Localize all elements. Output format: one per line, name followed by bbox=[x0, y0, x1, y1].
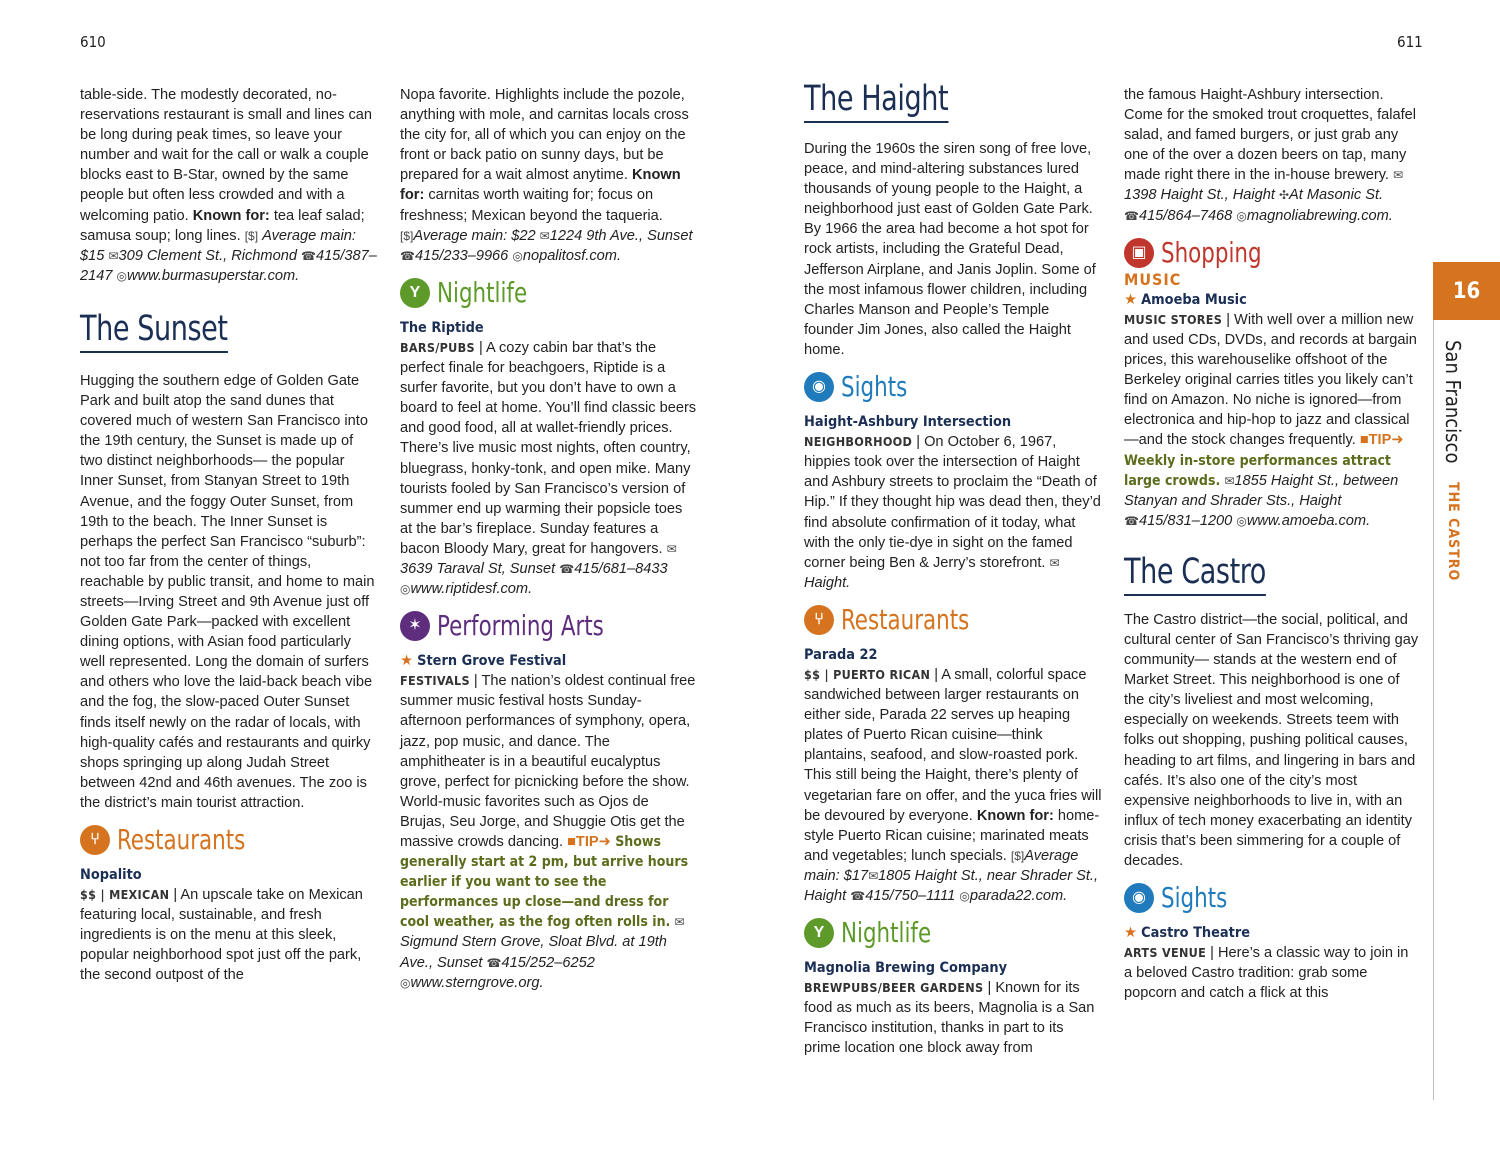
address: 3639 Taraval St, Sunset bbox=[400, 560, 556, 577]
website-link[interactable]: nopalitosf.com. bbox=[522, 247, 621, 264]
tip-label: ■TIP➜ bbox=[567, 834, 611, 850]
column-1 bbox=[80, 85, 378, 986]
envelope-icon: ✉ bbox=[108, 248, 119, 263]
phone-icon: ☎ bbox=[400, 248, 415, 263]
listing-text: table-side. The modestly decorated, no-reservations restaurant is small and lines can be long during peak times, so leave your number and wait for the call or walk a couple blocks east to B-Star, owned by the same people but often less crowded and with a welcoming patio. bbox=[80, 87, 373, 224]
haight-intro: During the 1960s the siren song of free love, peace, and mind-altering substances lured thousands of young people to the Haight, a neighborhood just east of Golden Gate Park. By 1966 the area had become a hot spot for rock artists, including the Grateful Dead, Jefferson Airplane, and Janis Joplin. Some of the most infamous flower children, including Charles Manson and People’s Temple founder Jim Jones, also called the Haight home. bbox=[804, 141, 1096, 358]
phone-icon: ☎ bbox=[1124, 208, 1139, 223]
tip-label: ■TIP➜ bbox=[1359, 432, 1404, 449]
phone: 415/831–1200 bbox=[1138, 512, 1233, 529]
listing-text: | Here’s a classic way to join in a beloved Castro tradition: grab some popcorn and catch a flick at this bbox=[1124, 945, 1409, 1002]
eye-icon: ◉ bbox=[1124, 883, 1154, 913]
section-restaurants bbox=[804, 602, 1102, 636]
listing-tag: MUSIC STORES bbox=[1124, 311, 1223, 327]
column-4 bbox=[1124, 85, 1420, 1003]
region-heading-haight: The Haight bbox=[804, 80, 948, 123]
sunset-intro: Hugging the southern edge of Golden Gate Park and built atop the sand dunes that covered much of western San Francisco into the 19th century, the Sunset is made up of two distinct neighborhoods— the popular Inner Sunset, from Stanyan Street to 19th Avenue, and the foggy Outer Sunset, from 19th to the beach. The Inner Sunset is perhaps the perfect San Francisco “suburb”: not too far from the center of things, reachable by public transit, and home to main streets—Irving Street and 9th Avenue just off Golden Gate Park—packed with excellent dining options, with Asian food particularly well represented. Long the domain of surfers and others who love the laid-back beach vibe and the fog, the slow-paced Outer Sunset finds itself newly on the radar of locals, with high-quality cafés and restaurants and quirky shops springing up along Judah Street between 42nd and 46th avenues. The zoo is the district’s main tourist attraction. bbox=[80, 372, 375, 811]
address: 309 Clement St., Richmond bbox=[118, 247, 297, 264]
listing-text: the famous Haight-Ashbury intersection. Come for the smoked trout croquettes, falafel salad, and famed burgers, or just grab any one of the over a dozen beers on tap, many made right there in the in-house brewery. bbox=[1124, 87, 1417, 184]
website-link[interactable]: parada22.com. bbox=[969, 888, 1068, 904]
section-label: Nightlife bbox=[841, 916, 932, 950]
listing-text: | A cozy cabin bar that’s the perfect finale for beachgoers, Riptide is a surfer favorite, but you don’t have to own a board to feel at home. You’ll find classic beers and good food, all at wallet-friendly prices. There’s live music most nights, often country, bluegrass, honky-tonk, and open mike. Many tourists fooled by San Francisco’s version of summer end up warming their popsicle toes at the bar’s fireplace. Sunday features a bacon Bloody Mary, great for hangovers. bbox=[400, 339, 697, 557]
section-sights bbox=[804, 369, 1102, 403]
section-label: Nightlife bbox=[437, 275, 528, 309]
envelope-icon: ✉ bbox=[674, 915, 685, 930]
nopalito-listing-end bbox=[400, 85, 698, 266]
haight-ashbury-listing bbox=[804, 412, 1102, 593]
listing-text: | A small, colorful space sandwiched between larger restaurants on either side, Parada 22 serves up heaping plates of Puerto Rican cuisine—think plantains, seafood, and slow-roasted pork. This still being the Haight, there’s plenty of vegetarian fare on offer, and the yuca fries will be devoured by everyone. bbox=[804, 666, 1102, 824]
star-icon: ★ bbox=[1124, 291, 1138, 308]
listing-name: The Riptide bbox=[400, 319, 484, 336]
page-number-left: 610 bbox=[80, 33, 106, 51]
website-link[interactable]: www.amoeba.com. bbox=[1246, 512, 1371, 529]
known-for-label: Known for: bbox=[976, 807, 1054, 824]
listing-tag: ARTS VENUE bbox=[1124, 945, 1207, 961]
section-performing-arts bbox=[400, 611, 698, 641]
cocktail-icon: Y bbox=[804, 918, 834, 948]
listing-name: Parada 22 bbox=[804, 646, 878, 663]
phone-icon: ☎ bbox=[1124, 513, 1139, 528]
envelope-icon: ✉ bbox=[666, 541, 677, 556]
section-nightlife bbox=[804, 918, 1102, 948]
riptide-listing bbox=[400, 318, 698, 599]
fork-knife-icon: ⑂ bbox=[80, 825, 110, 855]
globe-icon: ◎ bbox=[959, 889, 970, 903]
section-label: Sights bbox=[1161, 881, 1228, 915]
star-icon: ★ bbox=[400, 653, 414, 670]
globe-icon: ◎ bbox=[400, 975, 411, 990]
listing-text: | With well over a million new and used CDs, DVDs, and records at bargain prices, this warehouselike offshoot of the Berkeley original carries titles you likely can’t find on Amazon. No niche is ignored—from electronica and hip-hop to jazz and classical—and the stock changes frequently. bbox=[1124, 311, 1417, 449]
address: 1855 Haight St., between Stanyan and Shrader Sts., Haight bbox=[1124, 472, 1399, 509]
phone-icon: ☎ bbox=[486, 955, 502, 970]
phone: 415/750–1111 bbox=[865, 888, 956, 904]
phone-icon: ☎ bbox=[301, 248, 316, 263]
listing-name: Stern Grove Festival bbox=[417, 653, 567, 670]
known-for-label: Known for: bbox=[192, 207, 270, 224]
listing-text: | Known for its food as much as its beers, Magnolia is a San Francisco institution, thanks in part to its prime location one block away from bbox=[804, 980, 1095, 1057]
side-divider bbox=[1433, 320, 1434, 1100]
listing-tag: $$ | PUERTO RICAN bbox=[804, 666, 931, 682]
nopalito-listing bbox=[80, 865, 378, 986]
side-neighborhood: THE CASTRO bbox=[1445, 481, 1461, 582]
phone: 415/233–9966 bbox=[414, 247, 509, 264]
listing-name: Castro Theatre bbox=[1141, 925, 1251, 942]
known-for-label: Known for: bbox=[400, 167, 681, 204]
star-icon: ★ bbox=[1124, 925, 1138, 942]
parada-22-listing bbox=[804, 645, 1102, 906]
castro-intro: The Castro district—the social, political, and cultural center of San Francisco’s thriving gay community— stands at the western end of Market Street. This neighborhood is one of the city’s liveliest and most welcoming, especially on weekends. Streets teem with folks out shopping, pushing political causes, heading to art films, and lingering in bars and cafés. It’s also one of the city’s most expensive neighborhoods to live in, with an influx of tech money exacerbating an identity crisis that’s been simmering for a couple of decades. bbox=[1124, 611, 1419, 869]
phone: 415/864–7468 bbox=[1138, 207, 1233, 224]
listing-tag: $$ | MEXICAN bbox=[80, 887, 170, 903]
website-link[interactable]: www.burmasuperstar.com. bbox=[127, 267, 300, 284]
average-main: Average main: $15 bbox=[80, 227, 356, 264]
listing-name: Amoeba Music bbox=[1141, 291, 1247, 308]
ticket-icon: ✶ bbox=[400, 611, 430, 641]
region-heading-sunset: The Sunset bbox=[80, 310, 228, 353]
address: 1398 Haight St., Haight bbox=[1124, 187, 1275, 204]
section-shopping bbox=[1124, 235, 1420, 269]
section-label: Sights bbox=[841, 369, 908, 403]
average-main: Average main: $17 bbox=[804, 847, 1079, 884]
listing-text: carnitas worth waiting for; focus on freshness; Mexican beyond the taqueria. bbox=[400, 187, 663, 224]
side-running-head bbox=[1441, 340, 1465, 581]
section-label: Shopping bbox=[1161, 235, 1262, 269]
address: 1805 Haight St., near Shrader St., Haight bbox=[804, 867, 1099, 904]
section-nightlife bbox=[400, 275, 698, 309]
region-heading-castro: The Castro bbox=[1124, 553, 1266, 596]
amoeba-listing bbox=[1124, 290, 1420, 531]
magnolia-listing-end bbox=[1124, 85, 1420, 226]
section-sights bbox=[1124, 883, 1420, 913]
envelope-icon: ✉ bbox=[1049, 555, 1060, 570]
website-link[interactable]: magnoliabrewing.com. bbox=[1246, 207, 1393, 224]
castro-theatre-listing bbox=[1124, 923, 1420, 1003]
tip-text: Weekly in-store performances attract large crowds. bbox=[1124, 452, 1391, 489]
average-main: Average main: $22 bbox=[413, 227, 536, 244]
envelope-icon: ✉ bbox=[1224, 473, 1235, 488]
envelope-icon: ✉ bbox=[539, 228, 550, 243]
globe-icon: ◎ bbox=[1236, 208, 1247, 223]
magnolia-listing bbox=[804, 958, 1102, 1058]
listing-text: home-style Puerto Rican cuisine; marinated meats and vegetables; lunch specials. bbox=[804, 807, 1100, 864]
section-restaurants bbox=[80, 822, 378, 856]
listing-tag: BREWPUBS/BEER GARDENS bbox=[804, 980, 984, 996]
address: 1224 9th Ave., Sunset bbox=[549, 227, 693, 244]
side-city: San Francisco bbox=[1441, 340, 1465, 464]
section-label: Restaurants bbox=[117, 822, 246, 856]
subsection-music: MUSIC bbox=[1124, 269, 1182, 289]
globe-icon: ◎ bbox=[400, 582, 411, 597]
chapter-tab[interactable]: 16 bbox=[1433, 262, 1500, 320]
section-label: Performing Arts bbox=[437, 609, 604, 643]
phone: 415/681–8433 bbox=[574, 560, 668, 577]
stern-grove-listing bbox=[400, 651, 698, 993]
cross-street: At Masonic St. bbox=[1289, 187, 1384, 204]
dollar-icon: [$] bbox=[1010, 848, 1025, 863]
bag-icon: ▣ bbox=[1124, 238, 1154, 268]
listing-tag: NEIGHBORHOOD bbox=[804, 434, 913, 450]
phone: 415/387–2147 bbox=[80, 247, 377, 284]
cocktail-icon: Y bbox=[400, 278, 430, 308]
column-2 bbox=[400, 85, 698, 993]
listing-text: tea leaf salad; samusa soup; long lines. bbox=[80, 207, 365, 244]
globe-icon: ◎ bbox=[1236, 513, 1247, 528]
listing-tag: FESTIVALS bbox=[400, 673, 470, 689]
listing-name: Nopalito bbox=[80, 867, 142, 883]
section-label: Restaurants bbox=[841, 602, 970, 636]
website-link[interactable]: www.sterngrove.org. bbox=[410, 974, 544, 991]
burma-listing-end bbox=[80, 85, 378, 286]
address: Sigmund Stern Grove, Sloat Blvd. at 19th Ave., Sunset bbox=[400, 934, 667, 971]
envelope-icon: ✉ bbox=[868, 868, 879, 883]
listing-name: Magnolia Brewing Company bbox=[804, 960, 1008, 977]
website-link[interactable]: www.riptidesf.com. bbox=[410, 581, 533, 598]
listing-text: | An upscale take on Mexican featuring local, sustainable, and fresh ingredients is on the menu at this sleek, popular neighborhood spot just off the park, the second outpost of the bbox=[80, 887, 363, 984]
eye-icon: ◉ bbox=[804, 372, 834, 402]
phone-icon: ☎ bbox=[559, 561, 575, 576]
listing-text: | On October 6, 1967, hippies took over the intersection of Haight and Ashbury streets to proclaim the “Death of Hip.” If they thought hip was dead then, they’d find absolute confirmation of it today, what with the only tie-dye in sight on the famed corner being Ben & Jerry’s storefront. bbox=[804, 434, 1101, 571]
fork-knife-icon: ⑂ bbox=[804, 605, 834, 635]
dollar-icon: [$] bbox=[244, 228, 259, 243]
listing-text: | The nation’s oldest continual free summer music festival hosts Sunday-afternoon performances of symphony, opera, jazz, pop music, and dance. The amphitheater is in a beautiful eucalyptus grove, perfect for picnicking before the show. World-music favorites such as Ojos de Brujas, Seu Jorge, and Shuggie Otis get the massive crowds dancing. bbox=[400, 673, 696, 850]
crossroads-icon: ✣ bbox=[1278, 188, 1290, 203]
page-number-right: 611 bbox=[1397, 33, 1423, 51]
listing-text: Nopa favorite. Highlights include the pozole, anything with mole, and carnitas locals cross the city for, all of which you can enjoy on the front or back patio on sunny days, but be prepared for a wait almost anytime. bbox=[400, 87, 689, 184]
phone: 415/252–6252 bbox=[501, 954, 595, 971]
envelope-icon: ✉ bbox=[1393, 168, 1404, 183]
listing-name: Haight-Ashbury Intersection bbox=[804, 414, 1012, 431]
globe-icon: ◎ bbox=[512, 248, 523, 263]
globe-icon: ◎ bbox=[116, 268, 128, 283]
address: Haight. bbox=[804, 574, 851, 591]
column-3 bbox=[804, 76, 1102, 1059]
phone-icon: ☎ bbox=[850, 889, 866, 903]
tip-text: Shows generally start at 2 pm, but arrive hours earlier if you want to see the performances up close—and dress for cool weather, as the fog often rolls in. bbox=[400, 834, 689, 931]
listing-tag: BARS/PUBS bbox=[400, 339, 475, 355]
dollar-icon: [$] bbox=[400, 228, 414, 243]
